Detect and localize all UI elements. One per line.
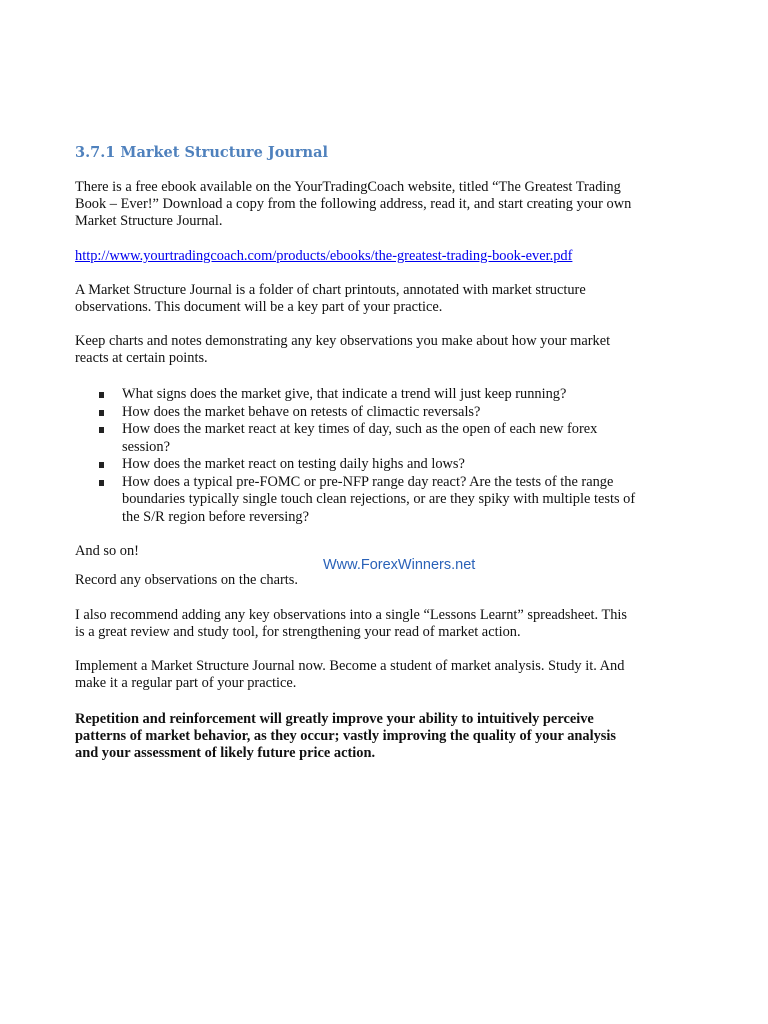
implement-line: Implement a Market Structure Journal now. Become a student of market analysis. Study it. And — [75, 658, 625, 674]
square-bullet-icon — [99, 462, 104, 468]
implement-paragraph — [75, 658, 624, 692]
keep-charts-paragraph — [75, 333, 610, 367]
lessons-paragraph — [75, 607, 627, 641]
list-item-text: boundaries typically single touch clean rejections, or are they spiky with multiple tests of — [122, 491, 636, 507]
list-item-text: the S/R region before reversing? — [122, 508, 310, 525]
ebook-download-link[interactable]: http://www.yourtradingcoach.com/products/ebooks/the-greatest-trading-book-ever.pdf — [75, 248, 573, 264]
lessons-line: is a great review and study tool, for strengthening your read of market action. — [75, 624, 521, 641]
and-so-on-text — [75, 543, 139, 560]
repetition-line: patterns of market behavior, as they occur; vastly improving the quality of your analysis — [75, 728, 616, 745]
implement-line: make it a regular part of your practice. — [75, 675, 297, 692]
record-text — [75, 572, 298, 589]
intro-line: There is a free ebook available on the YourTradingCoach website, titled “The Greatest Trading — [75, 179, 621, 195]
repetition-paragraph — [75, 711, 616, 763]
list-item — [0, 456, 768, 474]
square-bullet-icon — [99, 427, 104, 433]
list-item — [0, 404, 768, 422]
square-bullet-icon — [99, 392, 104, 398]
list-item-text: What signs does the market give, that indicate a trend will just keep running? — [122, 386, 567, 402]
list-item-text: How does the market react on testing daily highs and lows? — [122, 456, 465, 472]
list-item-text: How does a typical pre-FOMC or pre-NFP range day react? Are the tests of the range — [122, 473, 614, 490]
list-item — [0, 474, 768, 527]
definition-paragraph — [75, 282, 586, 316]
keep-charts-line: Keep charts and notes demonstrating any key observations you make about how your market — [75, 333, 611, 349]
definition-line: observations. This document will be a key part of your practice. — [75, 299, 443, 316]
repetition-line: and your assessment of likely future price action. — [75, 745, 376, 762]
repetition-line: Repetition and reinforcement will greatly improve your ability to intuitively perceive — [75, 711, 594, 727]
list-item — [0, 421, 768, 456]
square-bullet-icon — [99, 480, 104, 486]
lessons-line: I also recommend adding any key observations into a single “Lessons Learnt” spreadsheet. This — [75, 607, 628, 623]
list-item-text: session? — [122, 438, 170, 455]
list-item-text: How does the market behave on retests of climactic reversals? — [122, 403, 481, 420]
intro-line: Market Structure Journal. — [75, 213, 223, 230]
list-item-text: How does the market react at key times of day, such as the open of each new forex — [122, 421, 598, 437]
square-bullet-icon — [99, 410, 104, 416]
observation-questions-list — [0, 386, 768, 526]
section-heading: 3.7.1 Market Structure Journal — [75, 144, 329, 161]
intro-paragraph — [75, 179, 631, 231]
record-line: Record any observations on the charts. — [75, 572, 298, 588]
watermark: Www.ForexWinners.net — [323, 557, 476, 573]
definition-line: A Market Structure Journal is a folder of chart printouts, annotated with market structure — [75, 282, 586, 298]
intro-line: Book – Ever!” Download a copy from the following address, read it, and start creating your own — [75, 196, 632, 213]
list-item — [0, 386, 768, 404]
and-so-on-line: And so on! — [75, 543, 139, 559]
keep-charts-line: reacts at certain points. — [75, 350, 208, 367]
